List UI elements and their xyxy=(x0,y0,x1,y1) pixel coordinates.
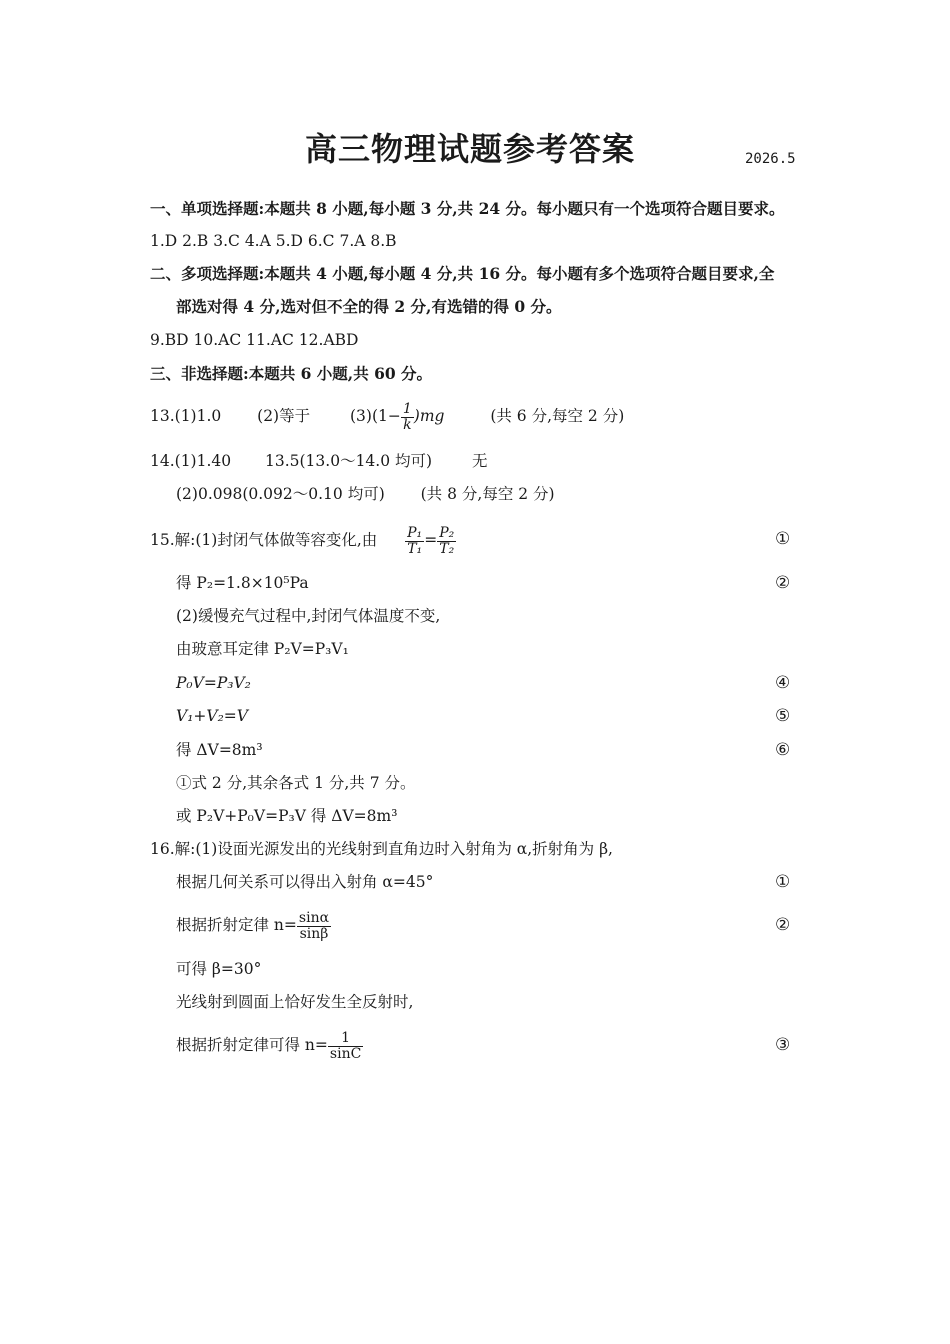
marker-16-3: ③ xyxy=(775,1035,791,1055)
q15-line7: 得 ΔV=8m³ xyxy=(176,741,263,759)
q16-line3 xyxy=(176,905,331,945)
q15-line5: P₀V=P₃V₂ xyxy=(176,674,251,692)
q13-frac-den: k xyxy=(401,417,414,433)
q16-frac-1 xyxy=(297,911,331,942)
exam-date: 2026.5 xyxy=(745,151,796,167)
q16-frac-2 xyxy=(328,1031,363,1062)
q15-intro: 15.解:(1)封闭气体做等容变化,由 xyxy=(150,531,378,549)
q15-line9: 或 P₂V+P₀V=P₃V 得 ΔV=8m³ xyxy=(176,807,398,825)
marker-15-2: ② xyxy=(775,573,791,593)
q16-frac-1-den: sinβ xyxy=(297,926,331,942)
section2-heading-line2: 部选对得 4 分,选对但不全的得 2 分,有选错的得 0 分。 xyxy=(176,297,562,316)
q13-line xyxy=(150,396,624,436)
q16-frac-1-num: sinα xyxy=(298,909,330,926)
q13-part2: (2)等于 xyxy=(257,407,311,425)
q16-line5: 光线射到圆面上恰好发生全反射时, xyxy=(176,993,414,1011)
marker-16-1: ① xyxy=(775,872,791,892)
q15-line1 xyxy=(150,520,456,560)
section3-heading: 三、非选择题:本题共 6 小题,共 60 分。 xyxy=(150,364,433,383)
q15-line4: 由玻意耳定律 P₂V=P₃V₁ xyxy=(176,640,349,658)
q13-part3-suffix: )mg xyxy=(413,407,445,425)
q14-part2: (2)0.098(0.092～0.10 均可) xyxy=(176,485,385,503)
q13-fraction xyxy=(401,402,414,433)
q16-line1: 16.解:(1)设面光源发出的光线射到直角边时入射角为 α,折射角为 β, xyxy=(150,840,613,858)
marker-15-1: ① xyxy=(775,529,791,549)
q15-frac-left xyxy=(405,526,424,557)
q15-frac-right-num: P₂ xyxy=(439,524,455,541)
q16-line2: 根据几何关系可以得出入射角 α=45° xyxy=(176,873,434,891)
q14-line1 xyxy=(150,450,487,472)
marker-15-5: ⑤ xyxy=(775,706,791,726)
q16-frac-2-den: sinC xyxy=(329,1045,362,1062)
q15-line6: V₁+V₂=V xyxy=(176,707,248,725)
q15-line3: (2)缓慢充气过程中,封闭气体温度不变, xyxy=(176,607,441,625)
q13-part3-prefix: (3)(1− xyxy=(349,407,401,425)
q16-total-reflection: 根据折射定律可得 n= xyxy=(176,1036,328,1054)
q16-line6 xyxy=(176,1025,363,1065)
q14-line2 xyxy=(176,483,555,505)
q15-frac-left-num: P₁ xyxy=(407,524,423,541)
q16-frac-2-num: 1 xyxy=(341,1029,351,1046)
q15-frac-eq: = xyxy=(424,531,438,549)
section1-answers: 1.D 2.B 3.C 4.A 5.D 6.C 7.A 8.B xyxy=(150,232,397,250)
q15-frac-left-den: T₁ xyxy=(405,541,424,557)
q14-part1: 14.(1)1.40 xyxy=(150,452,232,470)
q13-part1: 13.(1)1.0 xyxy=(150,407,222,425)
q14-part1-none: 无 xyxy=(471,452,488,470)
q15-frac-right xyxy=(437,526,456,557)
q15-line8: ①式 2 分,其余各式 1 分,共 7 分。 xyxy=(176,774,416,792)
q15-frac-right-den: T₂ xyxy=(437,541,456,557)
q16-refraction-law: 根据折射定律 n= xyxy=(176,916,297,934)
q14-score: (共 8 分,每空 2 分) xyxy=(420,485,555,503)
q13-score: (共 6 分,每空 2 分) xyxy=(490,407,625,425)
marker-16-2: ② xyxy=(775,915,791,935)
q15-line2: 得 P₂=1.8×10⁵Pa xyxy=(176,574,309,592)
section2-heading-line1: 二、多项选择题:本题共 4 小题,每小题 4 分,共 16 分。每小题有多个选项符合题目要求,全 xyxy=(150,264,775,283)
section1-heading: 一、单项选择题:本题共 8 小题,每小题 3 分,共 24 分。每小题只有一个选项符合题目要求。 xyxy=(150,199,785,218)
page-title: 高三物理试题参考答案 xyxy=(305,130,636,168)
q13-frac-num: 1 xyxy=(402,400,412,417)
section2-answers: 9.BD 10.AC 11.AC 12.ABD xyxy=(150,331,359,349)
q16-line4: 可得 β=30° xyxy=(176,960,262,978)
marker-15-6: ⑥ xyxy=(775,740,791,760)
marker-15-4: ④ xyxy=(775,673,791,693)
q14-part1-range: 13.5(13.0～14.0 均可) xyxy=(265,452,433,470)
